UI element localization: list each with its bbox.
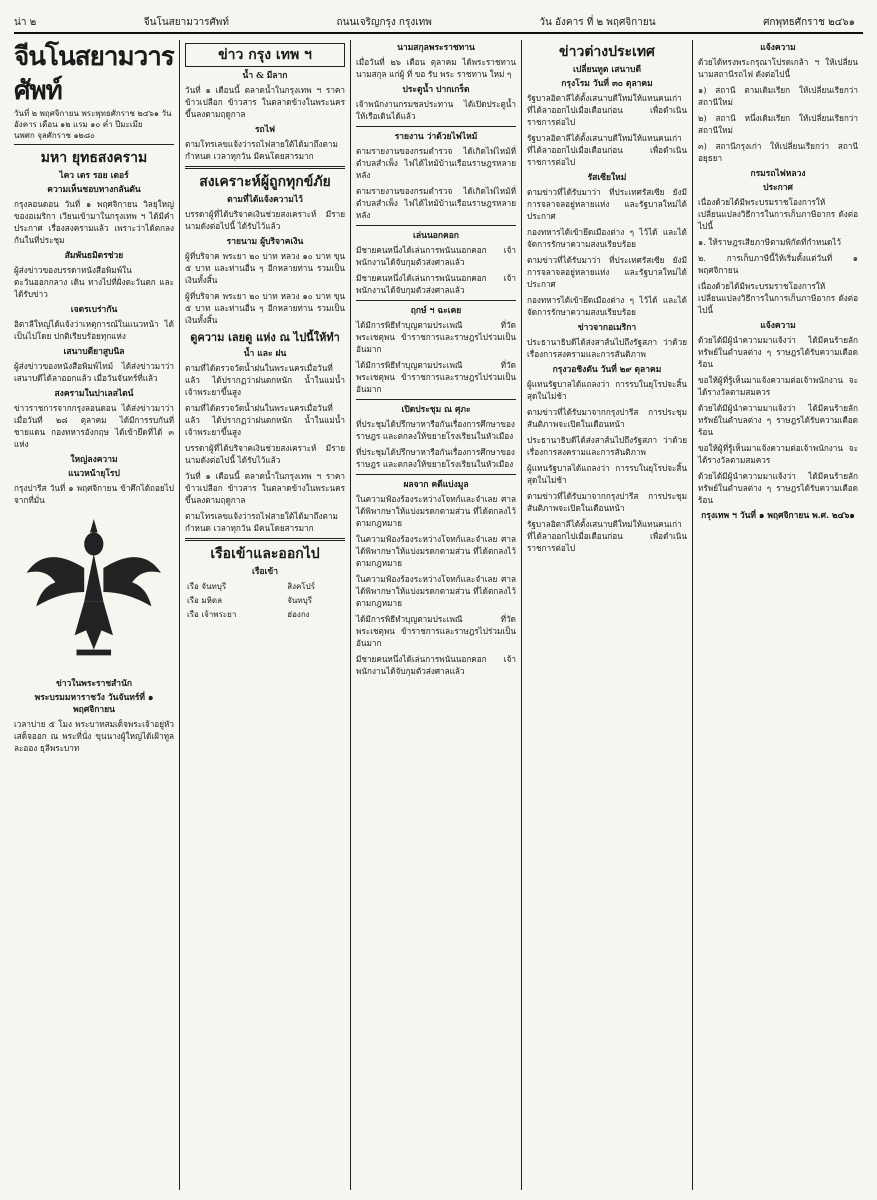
dateline-text: วันที่ ๒ พฤศจิกายน พระพุทธศักราช ๒๔๖๑ วัน อังคาร เดือน ๑๒ แรม ๑๐ ค่ำ ปีมะเมีย [14, 109, 172, 129]
article-paragraph: ตามข่าวที่ได้รับมาจากกรุงปารีส การประชุมสันติภาพจะเปิดในเดือนหน้า [527, 407, 687, 429]
article-paragraph: ๑. ให้ราษฎรเสียภาษีตามพิกัดที่กำหนดไว้ [698, 237, 842, 247]
section-heading: เปลี่ยนทูต เสนาบดี [573, 65, 641, 75]
section-heading: ประตูน้ำ ปากเกร็ด [402, 85, 470, 95]
war-headline: มหา ยุทธสงคราม [40, 150, 148, 166]
masthead-dateline [14, 108, 174, 145]
caption-sub: พระบรมมหาราชวัง วันจันทร์ที่ ๑ พฤศจิกายน [34, 693, 154, 715]
article-paragraph: ผู้ที่บริจาค พระยา ๒๐ บาท หลวง ๑๐ บาท ขุน ๕ บาท และท่านอื่น ๆ อีกหลายท่าน รวมเป็นเงินทั้งสิ้น [185, 291, 345, 325]
article-paragraph: กองทหารได้เข้ายึดเมืองต่าง ๆ ไว้ได้ และได้จัดการรักษาความสงบเรียบร้อย [527, 295, 687, 317]
table-row: เรือ เจ้าพระยา ฮ่องกง [187, 610, 310, 619]
article-paragraph: ที่ประชุมได้ปรึกษาหารือกันเรื่องการศึกษาของราษฎร และตกลงให้ขยายโรงเรียนในหัวเมือง [356, 447, 515, 469]
table-row: เรือ จันทบุรี สิงคโปร์ [187, 582, 316, 591]
dateline: กรุงโรม วันที่ ๓๐ ตุลาคม [561, 79, 653, 89]
article-paragraph: ตามข่าวที่ได้รับมาว่า ที่ประเทศรัสเซีย ยังมีการจลาจลอยู่หลายแห่ง และรัฐบาลใหม่ได้ประกาศ [527, 255, 687, 289]
section-heading: รถไฟ [254, 125, 275, 135]
article-paragraph: มีชายคนหนึ่งได้เล่นการพนันนอกคอก เจ้าพนักงานได้จับกุมตัวส่งศาลแล้ว [356, 654, 516, 676]
article-paragraph: รัฐบาลอิตาลีได้ตั้งเสนาบดีใหม่ให้แทนคนเก่า ที่ได้ลาออกไปเมื่อเดือนก่อน เพื่อดำเนินราชการต่อไป [527, 93, 687, 127]
article-paragraph: ในความฟ้องร้องระหว่างโจทก์และจำเลย ศาลได้พิพากษาให้แบ่งมรดกตามส่วน ที่ได้ตกลงไว้ ตามกฎหมาย [356, 534, 516, 568]
section-heading: สัมพันธมิตรช่วย [64, 251, 124, 261]
section-heading: เล่นนอกคอก [413, 231, 459, 241]
section-heading: รัสเซียใหม่ [587, 173, 627, 183]
caption: ข่าวในพระราชสำนัก [55, 679, 133, 689]
article-paragraph: กองทหารได้เข้ายึดเมืองต่าง ๆ ไว้ได้ และได้จัดการรักษาความสงบเรียบร้อย [527, 227, 687, 249]
article-paragraph: เนื่องด้วยได้มีพระบรมราชโองการให้เปลี่ยนแปลงวิธีการในการเก็บภาษีอากร ดังต่อไปนี้ [698, 197, 858, 231]
article-paragraph: รัฐบาลอิตาลีได้ตั้งเสนาบดีใหม่ให้แทนคนเก่า ที่ได้ลาออกไปเมื่อเดือนก่อน เพื่อดำเนินราชการต่อไป [527, 133, 687, 167]
article-paragraph: มีชายคนหนึ่งได้เล่นการพนันนอกคอก เจ้าพนักงานได้จับกุมตัวส่งศาลแล้ว [356, 273, 516, 295]
article-paragraph: ตามที่ได้ตรวจวัดน้ำฝนในพระนครเมื่อวันที่แล้ว ได้ปรากฏว่าฝนตกหนัก น้ำในแม่น้ำเจ้าพระยาขึ้นสูง [185, 363, 345, 397]
signature: กรมรถไฟหลวง [750, 169, 806, 179]
section-heading: เสนาบดียาสูบนิล [63, 347, 125, 357]
columns [14, 40, 863, 1190]
issue-day: วัน อังคาร ที่ ๒ พฤศจิกายน [539, 16, 656, 28]
column-5 [692, 40, 863, 1190]
section-heading: ผลจาก คดีแบ่งมูล [403, 480, 469, 490]
dateline-text-2: นพศก จุลศักราช ๑๒๘๐ [14, 131, 95, 140]
table-row: เรือ มหิดล จันทบุรี [187, 596, 313, 605]
section-heading: นามสกุลพระราชทาน [397, 43, 475, 53]
article-paragraph: ตามรายงานของกรมตำรวจ ได้เกิดไฟไหม้ที่ตำบลสำเพ็ง ไฟได้ไหม้บ้านเรือนราษฎรหลายหลัง [356, 186, 516, 220]
article-paragraph: บรรดาผู้ที่ได้บริจาคเงินช่วยสงเคราะห์ มีรายนามดังต่อไปนี้ ได้รับไว้แล้ว [185, 443, 345, 465]
article-paragraph: ได้มีการพิธีทำบุญตามประเพณี ที่วัดพระเชตุพน ข้าราชการและราษฎรไปร่วมเป็นอันมาก [356, 360, 516, 394]
column-2 [179, 40, 350, 1190]
article-paragraph: ๒) สถานี หนึ่งเดิมเรียก ให้เปลี่ยนเรียกว่า สถานีใหม่ [698, 113, 858, 135]
article-paragraph: ตามรายงานของกรมตำรวจ ได้เกิดไฟไหม้ที่ตำบลสำเพ็ง ไฟได้ไหม้บ้านเรือนราษฎรหลายหลัง [356, 146, 516, 180]
byline: ไคว เตร รอย เตอร์ [59, 171, 129, 181]
article-paragraph: ที่ประชุมได้ปรึกษาหารือกันเรื่องการศึกษาของราษฎร และตกลงให้ขยายโรงเรียนในหัวเมือง [356, 419, 515, 441]
article-paragraph: ได้มีการพิธีทำบุญตามประเพณี ที่วัดพระเชตุพน ข้าราชการและราษฎรไปร่วมเป็นอันมาก [356, 614, 516, 648]
article-paragraph: ได้มีการพิธีทำบุญตามประเพณี ที่วัดพระเชตุพน ข้าราชการและราษฎรไปร่วมเป็นอันมาก [356, 320, 516, 354]
article-paragraph: ตามข่าวที่ได้รับมาจากกรุงปารีส การประชุมสันติภาพจะเปิดในเดือนหน้า [527, 491, 687, 513]
article-paragraph: ข่าวราชการจากกรุงลอนดอน ได้ส่งข่าวมาว่า เมื่อวันที่ ๒๘ ตุลาคม ได้มีการรบกันที่ ชายแดน กองทหารอังกฤษ ได้เข้ายึดที่ได้ ๓ แห่ง [14, 403, 174, 449]
article-paragraph: ๒. การเก็บภาษีนี้ให้เริ่มตั้งแต่วันที่ ๑ พฤศจิกายน [698, 253, 858, 275]
column-1 [14, 40, 179, 1190]
article-paragraph: เวลาบ่าย ๕ โมง พระบาทสมเด็จพระเจ้าอยู่หัว เสด็จออก ณ พระที่นั่ง ขุนนางผู้ใหญ่ได้เฝ้าทูลละออง ธุลีพระบาท [14, 719, 174, 753]
article-paragraph: ผู้แทนรัฐบาลได้แถลงว่า การรบในยุโรปจะสิ้นสุดในไม่ช้า [527, 463, 687, 485]
section-heading: เจดรเบร่ากัน [70, 305, 118, 315]
section-heading: ตามที่ได้แจ้งความไว้ [227, 195, 303, 205]
section-heading: เปิดประชุม ณ ศุภะ [401, 405, 471, 415]
bangkok-news-headline: ข่าว กรุง เทพ ฯ [185, 43, 345, 67]
foreign-news-headline: ข่าวต่างประเทศ [559, 44, 655, 60]
article-paragraph: วันที่ ๑ เดือนนี้ ตลาดน้ำในกรุงเทพ ฯ ราคาข้าวเปลือก ข้าวสาร ในตลาดข้างในพระนคร ขึ้นลงตามฤดูกาล [185, 471, 345, 505]
dateline: กรุงวอชิงตัน วันที่ ๒๙ ตุลาคม [552, 365, 662, 375]
section-heading: แนวหน้ายุโรป [68, 469, 120, 479]
article-paragraph: เมื่อวันที่ ๒๖ เดือน ตุลาคม ได้พระราชทาน นามสกุล แก่ผู้ ที่ ขอ รับ พระ ราชทาน ใหม่ ๆ [356, 57, 516, 79]
section-heading: ความเห็นชอบทางกลันตัน [47, 185, 141, 195]
article-paragraph: ตามโทรเลขแจ้งว่ารถไฟสายใต้ได้มาถึงตามกำหนด เวลาทุกวัน มีคนโดยสารมาก [185, 139, 338, 161]
garuda-emblem-icon [17, 512, 171, 672]
section-heading: แจ้งความ [760, 43, 796, 53]
article-paragraph: มีชายคนหนึ่งได้เล่นการพนันนอกคอก เจ้าพนักงานได้จับกุมตัวส่งศาลแล้ว [356, 245, 516, 267]
column-4 [521, 40, 692, 1190]
article-paragraph: ในความฟ้องร้องระหว่างโจทก์และจำเลย ศาลได้พิพากษาให้แบ่งมรดกตามส่วน ที่ได้ตกลงไว้ ตามกฎหมาย [356, 574, 516, 608]
paper-address: ถนนเจริญกรุง กรุงเทพ [336, 16, 432, 28]
section-heading: รายนาม ผู้บริจาคเงิน [226, 237, 304, 247]
article-paragraph: ประธานาธิบดีได้ส่งสาส์นไปถึงรัฐสภา ว่าด้วยเรื่องการสงครามและการสันติภาพ [527, 337, 687, 359]
article-paragraph: เจ้าพนักงานกรมชลประทาน ได้เปิดประตูน้ำให้เรือเดินได้แล้ว [356, 99, 516, 121]
column-3 [350, 40, 521, 1190]
article-paragraph: ๓) สถานีกรุงเก่า ให้เปลี่ยนเรียกว่า สถานีอยุธยา [698, 141, 858, 163]
article-paragraph: ตามที่ได้ตรวจวัดน้ำฝนในพระนครเมื่อวันที่แล้ว ได้ปรากฏว่าฝนตกหนัก น้ำในแม่น้ำเจ้าพระยาขึ้นสูง [185, 403, 345, 437]
section-heading: ฤกษ์ ฯ ฉะเคย [410, 306, 462, 316]
page-number: น่า ๒ [14, 16, 37, 28]
article-paragraph: ตามข่าวที่ได้รับมาว่า ที่ประเทศรัสเซีย ยังมีการจลาจลอยู่หลายแห่ง และรัฐบาลใหม่ได้ประกาศ [527, 187, 687, 221]
article-paragraph: ด้วยได้มีผู้นำความมาแจ้งว่า ได้มีคนร้ายลักทรัพย์ในตำบลต่าง ๆ ราษฎรได้รับความเดือดร้อน [698, 403, 858, 437]
article-paragraph: ผู้ที่บริจาค พระยา ๒๐ บาท หลวง ๑๐ บาท ขุน ๕ บาท และท่านอื่น ๆ อีกหลายท่าน รวมเป็นเงินทั้งสิ้น [185, 251, 345, 285]
signature: กรุงเทพ ฯ วันที่ ๑ พฤศจิกายน พ.ศ. ๒๔๖๑ [701, 511, 855, 521]
article-paragraph: ด้วยได้ทรงพระกรุณาโปรดเกล้า ฯ ให้เปลี่ยนนามสถานีรถไฟ ดังต่อไปนี้ [698, 57, 858, 79]
relief-headline: สงเคราะห์ผู้ถูกทุกข์ภัย [199, 174, 331, 190]
section-heading: เรือเข้า [251, 567, 279, 577]
article-paragraph: อิตาลีใหญ่ได้แจ้งว่าเหตุการณ์ในแนวหน้า ได้เป็นไปโดย ปกติเรียบร้อยทุกแห่ง [14, 319, 174, 341]
article-paragraph: กรุงปารีส วันที่ ๑ พฤศจิกายน ข้าศึกได้ถอยไปจากที่มั่น [14, 483, 174, 505]
article-paragraph: ผู้ส่งข่าวของบรรดาหนังสือพิมพ์ในตะวันออกกลาง เดิน ทางไปที่ฝั่งตะวันตก และได้รับข่าว [14, 265, 174, 299]
article-paragraph: ประธานาธิบดีได้ส่งสาส์นไปถึงรัฐสภา ว่าด้วยเรื่องการสงครามและการสันติภาพ [527, 435, 687, 457]
section-heading: ประกาศ [763, 183, 793, 193]
masthead: จีนโนสยามวารศัพท์ [14, 42, 174, 106]
article-paragraph: บรรดาผู้ที่ได้บริจาคเงินช่วยสงเคราะห์ มีรายนามดังต่อไปนี้ ได้รับไว้แล้ว [185, 209, 345, 231]
section-heading: น้ำ และ ฝน [243, 349, 287, 359]
section-heading: ดูความ เลยดู แห่ง ณ ไปนี้ให้ทำ [190, 331, 340, 344]
section-heading: ใหญ่ลงความ [70, 455, 118, 465]
article-paragraph: วันที่ ๑ เดือนนี้ ตลาดน้ำในกรุงเทพ ฯ ราคาข้าวเปลือก ข้าวสาร ในตลาดข้างในพระนคร ขึ้นลงตามฤดูกาล [185, 85, 345, 119]
article-paragraph: ด้วยได้มีผู้นำความมาแจ้งว่า ได้มีคนร้ายลักทรัพย์ในตำบลต่าง ๆ ราษฎรได้รับความเดือดร้อน [698, 335, 858, 369]
section-heading: แจ้งความ [760, 321, 796, 331]
paper-name: จีนโนสยามวารศัพท์ [143, 16, 229, 28]
article-paragraph: ๑) สถานี ตามเดิมเรียก ให้เปลี่ยนเรียกว่า สถานีใหม่ [698, 85, 858, 107]
shipping-headline: เรือเข้าและออกไป [210, 546, 320, 562]
article-paragraph: ขอให้ผู้ที่รู้เห็นมาแจ้งความต่อเจ้าพนักงาน จะได้รางวัลตามสมควร [698, 443, 858, 465]
section-heading: น้ำ & มีลาก [242, 71, 288, 81]
article-paragraph: เนื่องด้วยได้มีพระบรมราชโองการให้เปลี่ยนแปลงวิธีการในการเก็บภาษีอากร ดังต่อไปนี้ [698, 281, 858, 315]
article-paragraph: ด้วยได้มีผู้นำความมาแจ้งว่า ได้มีคนร้ายลักทรัพย์ในตำบลต่าง ๆ ราษฎรได้รับความเดือดร้อน [698, 471, 858, 505]
issue-year: ศกพุทธศักราช ๒๔๖๑ [763, 16, 855, 28]
article-paragraph: ตามโทรเลขแจ้งว่ารถไฟสายใต้ได้มาถึงตามกำหนด เวลาทุกวัน มีคนโดยสารมาก [185, 511, 338, 533]
article-paragraph: ขอให้ผู้ที่รู้เห็นมาแจ้งความต่อเจ้าพนักงาน จะได้รางวัลตามสมควร [698, 375, 858, 397]
section-heading: รายงาน ว่าด้วยไฟไหม้ [394, 132, 478, 142]
article-paragraph: กรุงลอนดอน วันที่ ๑ พฤศจิกายน วิลยุใหญ่ของอเมริกา เวียนเข้ามาในกรุงเทพ ฯ ได้มีคำประกาศ เรื่องสงครามแล้ว เพราะว่าได้ตกลงกันในที่ประชุม [14, 199, 174, 245]
ship-schedule [185, 580, 345, 622]
article-paragraph: ผู้แทนรัฐบาลได้แถลงว่า การรบในยุโรปจะสิ้นสุดในไม่ช้า [527, 379, 687, 401]
article-paragraph: ในความฟ้องร้องระหว่างโจทก์และจำเลย ศาลได้พิพากษาให้แบ่งมรดกตามส่วน ที่ได้ตกลงไว้ ตามกฎหมาย [356, 494, 516, 528]
section-heading: ข่าวจากอเมริกา [577, 323, 637, 333]
article-paragraph: ผู้ส่งข่าวของหนังสือพิมพ์ไทม์ ได้ส่งข่าวมาว่า เสนาบดีได้ลาออกแล้ว เมื่อวันจันทร์ที่แล้ว [14, 361, 174, 383]
article-paragraph: รัฐบาลอิตาลีได้ตั้งเสนาบดีใหม่ให้แทนคนเก่า ที่ได้ลาออกไปเมื่อเดือนก่อน เพื่อดำเนินราชการต่อไป [527, 519, 687, 553]
section-heading: สงครามในปาเลสไตน์ [54, 389, 134, 399]
page-header [14, 14, 863, 34]
